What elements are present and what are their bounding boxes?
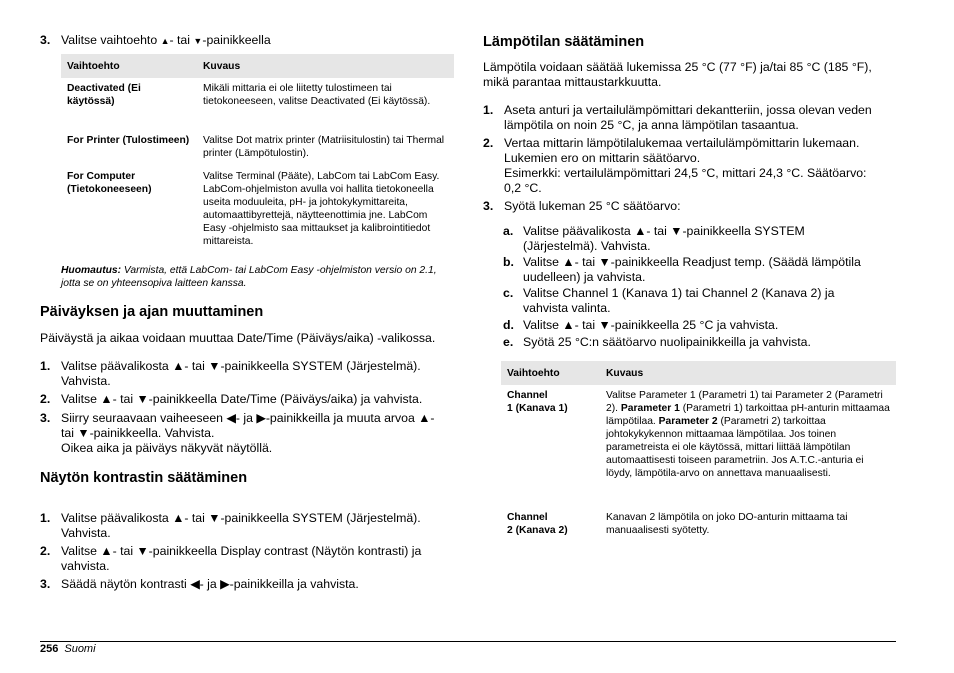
section-title-date-time: Päiväyksen ja ajan muuttaminen	[40, 304, 264, 320]
note-text: Varmista, että LabCom- tai LabCom Easy -ohjelmiston versio on 2.1, jotta se on yhteensopiva laitteen kanssa.	[61, 265, 437, 289]
page-footer	[40, 643, 96, 656]
substep-letter: c.	[503, 286, 514, 300]
footer-language: Suomi	[64, 643, 96, 655]
substep-text: Valitse Channel 1 (Kanava 1) tai Channel 2 (Kanava 2) ja vahvista valinta.	[523, 286, 835, 315]
option-description: Valitse Dot matrix printer (Matriisitulostin) tai Thermal printer (Lämpötulostin).	[197, 134, 454, 170]
option-description: Mikäli mittaria ei ole liitetty tulostimeen tai tietokoneeseen, valitse Deactivated (Ei käytössä).	[197, 78, 454, 134]
up-arrow-icon: ▲	[160, 36, 170, 46]
footer-divider	[40, 641, 896, 642]
step-text: Aseta anturi ja vertailulämpömittari dekantteriin, jossa olevan veden lämpötila on noin 25 °C, ja anna lämpötilan tasaantua.	[504, 103, 872, 132]
column-header-description: Kuvaus	[600, 361, 896, 385]
table-row	[501, 511, 896, 538]
option-description: Valitse Terminal (Pääte), LabCom tai LabCom Easy. LabCom-ohjelmiston avulla voi hallita tietokoneella useita moduuleita, pH- ja johtokykymittareita, automaattibyrettejä, näytteenottimia jne. LabCom Easy -ohjelmisto saa mittaukset ja kalibrointitiedot mittareista.	[197, 170, 454, 267]
substep-text: Valitse ▲- tai ▼-painikkeella 25 °C ja vahvista.	[523, 318, 779, 332]
table-row	[501, 385, 896, 511]
substep-text: Valitse ▲- tai ▼-painikkeella Readjust temp. (Säädä lämpötila uudelleen) ja vahvista.	[523, 255, 861, 284]
channel-table	[501, 361, 896, 538]
note	[61, 264, 454, 290]
step-number: 2.	[40, 392, 51, 406]
option-name: For Computer (Tietokoneeseen)	[61, 170, 197, 267]
step-text: Syötä lukeman 25 °C säätöarvo:	[504, 199, 681, 213]
step-text: Siirry seuraavaan vaiheeseen ◀- ja ▶-painikkeilla ja muuta arvoa ▲- tai ▼-painikkeella. Vahvista. Oikea aika ja päiväys näkyvät näytöllä.	[61, 411, 435, 455]
step-number: 3.	[40, 33, 51, 47]
substep-text: Syötä 25 °C:n säätöarvo nuolipainikkeilla ja vahvista.	[523, 335, 811, 349]
step-number: 3.	[483, 199, 494, 213]
substep-letter: e.	[503, 335, 514, 349]
column-header-description: Kuvaus	[197, 54, 454, 78]
section-title-contrast: Näytön kontrastin säätäminen	[40, 470, 248, 486]
option-name: For Printer (Tulostimeen)	[61, 134, 197, 170]
step-text: Vertaa mittarin lämpötilalukemaa vertailulämpömittarin lukemaan. Lukemien ero on mittarin säätöarvo. Esimerkki: vertailulämpömittari 24,5 °C, mittari 24,3 °C. Säätöarvo: 0,2 °C.	[504, 136, 867, 195]
channel-description: Valitse Parameter 1 (Parametri 1) tai Parameter 2 (Parametri 2). Parameter 1 (Parametri 1) tarkoittaa pH-anturin mittaamaa lämpötilaa. Parameter 2 (Parametri 2) tarkoittaa johtokykykennon mittaamaa lämpötilaa. Jos toinen parametreista ei ole käytössä, mittari liittää lämpötilan automaattisesti toiseen parametriin. Jos A.T.C.-anturia ei löydy, lämpötila-arvo on annettava manuaalisesti.	[600, 385, 896, 511]
page-number: 256	[40, 643, 59, 655]
channel-name: Channel 2 (Kanava 2)	[501, 511, 600, 538]
table-row	[61, 134, 454, 170]
table-row	[61, 78, 454, 134]
step-number: 1.	[40, 511, 51, 525]
options-table	[61, 54, 454, 267]
step-text: Valitse vaihtoehto	[61, 33, 161, 47]
column-header-option: Vaihtoehto	[501, 361, 600, 385]
substep-letter: a.	[503, 224, 514, 238]
step-number: 2.	[40, 544, 51, 558]
step-text: Valitse ▲- tai ▼-painikkeella Display contrast (Näytön kontrasti) ja vahvista.	[61, 544, 422, 573]
step-text: Valitse päävalikosta ▲- tai ▼-painikkeella SYSTEM (Järjestelmä). Vahvista.	[61, 359, 421, 388]
section-title-temperature: Lämpötilan säätäminen	[483, 34, 645, 50]
option-name: Deactivated (Ei käytössä)	[61, 78, 197, 134]
column-header-option: Vaihtoehto	[61, 54, 197, 78]
channel-description: Kanavan 2 lämpötila on joko DO-anturin mittaama tai manuaalisesti syötetty.	[600, 511, 896, 538]
step-3-select-option: 3. Valitse vaihtoehto ▲- tai ▼-painikkeella	[40, 33, 271, 47]
section-intro-date-time: Päiväystä ja aikaa voidaan muuttaa Date/Time (Päiväys/aika) -valikossa.	[40, 331, 436, 345]
step-number: 2.	[483, 136, 494, 150]
step-number: 1.	[483, 103, 494, 117]
note-label: Huomautus:	[61, 265, 122, 276]
channel-name: Channel 1 (Kanava 1)	[501, 385, 600, 511]
step-number: 3.	[40, 577, 51, 591]
substep-letter: b.	[503, 255, 514, 269]
substep-text: Valitse päävalikosta ▲- tai ▼-painikkeella SYSTEM (Järjestelmä). Vahvista.	[523, 224, 805, 253]
down-arrow-icon: ▼	[193, 36, 203, 46]
step-number: 1.	[40, 359, 51, 373]
step-text: Valitse päävalikosta ▲- tai ▼-painikkeella SYSTEM (Järjestelmä). Vahvista.	[61, 511, 421, 540]
table-row	[61, 170, 454, 267]
section-intro-temperature: Lämpötila voidaan säätää lukemissa 25 °C (77 °F) ja/tai 85 °C (185 °F), mikä parantaa mittaustarkkuutta.	[483, 60, 872, 89]
substep-letter: d.	[503, 318, 514, 332]
step-number: 3.	[40, 411, 51, 425]
step-text: Säädä näytön kontrasti ◀- ja ▶-painikkeilla ja vahvista.	[61, 577, 359, 591]
step-text: Valitse ▲- tai ▼-painikkeella Date/Time (Päiväys/aika) ja vahvista.	[61, 392, 423, 406]
